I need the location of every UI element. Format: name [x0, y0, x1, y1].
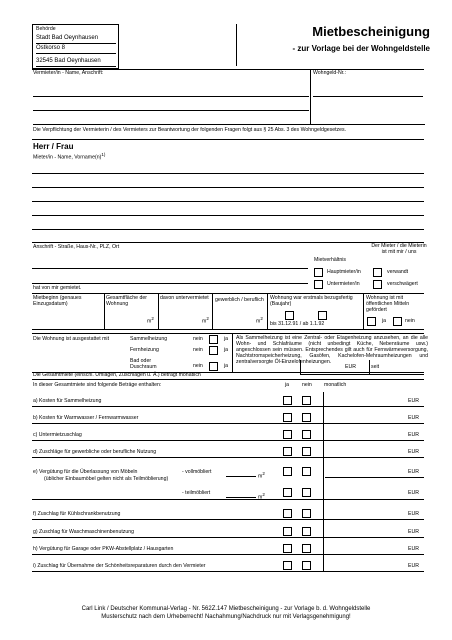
gesamtmiete-seit-field[interactable] — [369, 360, 424, 375]
fernheizung-ja: ja — [224, 347, 229, 353]
bad-label: Bad oder Duschraum — [130, 358, 157, 370]
item-a-nein-checkbox[interactable] — [302, 396, 311, 405]
obligation-note: Die Verpflichtung der Vermieterin / des Vermieters zur Beantwortung der folgenden Fragen folgt aus § 25 Abs. 3 des Wohngeldgesetzes. — [33, 127, 347, 133]
tenant-name-field[interactable] — [33, 160, 425, 238]
authority-line-2: Ostkorso 8 — [36, 45, 66, 51]
item-h-eur: EUR — [408, 546, 419, 552]
page-subtitle: - zur Vorlage bei der Wohngeldstelle — [292, 44, 430, 53]
item-d-ja-checkbox[interactable] — [283, 447, 292, 456]
item-h-ja-checkbox[interactable] — [283, 544, 292, 553]
address-label: Anschrift - Straße, Haus-Nr., PLZ, Ort — [33, 244, 120, 250]
bad-nein-checkbox[interactable] — [209, 362, 218, 371]
item-e-voll-ja-checkbox[interactable] — [283, 467, 292, 476]
gewerblich-unit: m2 — [256, 316, 263, 325]
wohngeld-nr-label: Wohngeld-Nr.: — [313, 70, 347, 76]
relation-header: Der Mieter / die Mieterin ist mit mir / uns — [371, 243, 427, 255]
foerderung-ja-checkbox[interactable] — [367, 317, 376, 326]
item-c-nein-checkbox[interactable] — [302, 430, 311, 439]
item-c-eur: EUR — [408, 432, 419, 438]
footer-line-2: Musterschutz nach dem Urheberrecht! Nachahmung/Nachdruck nur mit Verlagsgenehmigung! — [101, 614, 351, 620]
gemietet-label: hat von mir gemietet. — [33, 285, 82, 291]
fernheizung-label: Fernheizung — [130, 347, 159, 353]
item-f-eur: EUR — [408, 511, 419, 517]
gesamtflaeche-label: Gesamtfläche der Wohnung — [106, 295, 147, 307]
footer-line-1: Carl Link / Deutscher Kommunal-Verlag - Nr. 562Z.147 Mietbescheinigung - zur Vorlage b. d. Wohngeldstelle — [81, 606, 371, 612]
bis-91-checkbox[interactable] — [285, 311, 294, 320]
item-e-teil-ja-checkbox[interactable] — [283, 488, 292, 497]
untermieter-label: Untermieter/in — [327, 281, 360, 287]
verschwaegert-checkbox[interactable] — [373, 280, 382, 289]
fernheizung-nein-checkbox[interactable] — [209, 346, 218, 355]
gesamtmiete-currency: EUR — [345, 364, 356, 370]
landlord-field[interactable] — [33, 80, 309, 124]
ausstattung-label: Die Wohnung ist ausgestattet mit — [33, 336, 110, 342]
item-a-ja-checkbox[interactable] — [283, 396, 292, 405]
davon-label: davon untervermietet — [160, 295, 209, 301]
bad-ja: ja — [224, 363, 229, 369]
foerderung-nein-label: nein — [405, 318, 415, 324]
gewerblich-label: gewerblich / beruflich — [215, 297, 264, 303]
sammelheizung-note: Als Sammelheizung ist eine Zentral- oder Etagenheizung anzusehen, an die alle Wohn- und Schlafräume (nicht unbedingt Küche, Nebenräume usw.) angeschlossen sein müssen. Entsprechendes gilt auch für Fernwärmeversorgung, Nachtstromspeicherheizung, Gasöfen, Kachelofen-Mehraumheizungen und zentralversorgte Öl-Einzelofenheizungen. — [236, 335, 428, 365]
item-g-eur: EUR — [408, 529, 419, 535]
address-field[interactable] — [33, 254, 308, 284]
landlord-label: Vermieter/in - Name, Anschrift: — [33, 70, 104, 76]
item-d-eur: EUR — [408, 449, 419, 455]
item-e-teilmoebliert-unit: m2 — [258, 492, 265, 501]
item-b-label: b) Kosten für Warmwasser / Fernwarmwasser — [33, 415, 139, 421]
item-g-nein-checkbox[interactable] — [302, 527, 311, 536]
gesamtmiete-seit: seit — [371, 364, 380, 370]
untermieter-checkbox[interactable] — [314, 280, 323, 289]
item-h-nein-checkbox[interactable] — [302, 544, 311, 553]
gesamtmiete-amount-field[interactable] — [300, 360, 370, 375]
item-d-label: d) Zuschläge für gewerbliche oder berufliche Nutzung — [33, 449, 157, 455]
bad-nein: nein — [193, 363, 203, 369]
item-e-vollmoebliert: - vollmöbliert — [182, 469, 212, 475]
item-i-ja-checkbox[interactable] — [283, 561, 292, 570]
page-title: Mietbescheinigung — [312, 24, 430, 39]
authority-line-1: Stadt Bad Oeynhausen — [36, 35, 99, 41]
tenant-name-label: Mieter/in - Name, Vorname(n)1) — [33, 152, 106, 161]
sammelheizung-label: Sammelheizung — [130, 336, 168, 342]
item-e-sub: (üblicher Einbaumöbel gelten nicht als Teilmöblierung) — [44, 476, 169, 482]
sammelheizung-ja: ja — [224, 336, 229, 342]
bezugsfertig-label: Wohnung war erstmals bezugsfertig (Baujahr) — [270, 295, 353, 307]
verwandt-label: verwandt — [387, 269, 409, 275]
item-e-teilmoebliert: - teilmöbliert — [182, 490, 211, 496]
verschwaegert-label: verschwägert — [387, 281, 418, 287]
item-b-ja-checkbox[interactable] — [283, 413, 292, 422]
item-e-label: e) Vergütung für die Überlassung von Möbeln — [33, 469, 138, 475]
item-e-teil-nein-checkbox[interactable] — [302, 488, 311, 497]
item-f-nein-checkbox[interactable] — [302, 509, 311, 518]
mietbeginn-label: Mietbeginn (genaues Einzugsdatum) — [33, 295, 82, 307]
hauptmieter-checkbox[interactable] — [314, 268, 323, 277]
col-monatlich: monatlich — [324, 382, 347, 388]
hauptmieter-label: Hauptmieter/in — [327, 269, 361, 275]
sammelheizung-nein: nein — [193, 336, 203, 342]
foerderung-ja-label: ja — [382, 318, 387, 324]
mietverhaeltnis-label: Mietverhältnis — [314, 257, 347, 263]
item-e-voll-nein-checkbox[interactable] — [302, 467, 311, 476]
col-nein: nein — [302, 382, 312, 388]
item-i-nein-checkbox[interactable] — [302, 561, 311, 570]
item-g-label: g) Zuschlag für Waschmaschinenbenutzung — [33, 529, 135, 535]
item-b-eur: EUR — [408, 415, 419, 421]
betraege-intro: In dieser Gesamtmiete sind folgende Beträge enthalten: — [33, 382, 162, 388]
item-h-label: h) Vergütung für Garage oder PKW-Abstellplatz / Hausgarten — [33, 546, 174, 552]
wohngeld-nr-field[interactable] — [313, 80, 423, 97]
gesamtmiete-label: Die Gesamtmiete (einschl. Umlagen, Zuschlägen u. Ä.) beträgt monatlich — [33, 372, 201, 378]
item-b-nein-checkbox[interactable] — [302, 413, 311, 422]
foerderung-nein-checkbox[interactable] — [393, 317, 402, 326]
item-e-voll-eur: EUR — [408, 469, 419, 475]
fernheizung-nein: nein — [193, 347, 203, 353]
gesamtflaeche-unit: m2 — [147, 316, 154, 325]
item-d-nein-checkbox[interactable] — [302, 447, 311, 456]
bis-ab-label: bis 31.12.91 / ab 1.1.92 — [270, 321, 325, 327]
ab-92-checkbox[interactable] — [318, 311, 327, 320]
item-e-vollmoebliert-unit: m2 — [258, 471, 265, 480]
tenant-heading: Herr / Frau — [33, 142, 74, 151]
foerderung-label: Wohnung ist mit öffentlichen Mitteln gefördert — [366, 295, 410, 313]
authority-label: Behörde — [36, 26, 56, 32]
item-c-label: c) Untermietzuschlag — [33, 432, 82, 438]
item-f-label: f) Zuschlag für Kühlschrankbenutzung — [33, 511, 121, 517]
item-i-eur: EUR — [408, 563, 419, 569]
item-c-ja-checkbox[interactable] — [283, 430, 292, 439]
item-e-teil-eur: EUR — [408, 490, 419, 496]
item-g-ja-checkbox[interactable] — [283, 527, 292, 536]
davon-unit: m2 — [202, 316, 209, 325]
sammelheizung-nein-checkbox[interactable] — [209, 335, 218, 344]
verwandt-checkbox[interactable] — [373, 268, 382, 277]
authority-line-3: 32545 Bad Oeynhausen — [36, 58, 101, 64]
item-f-ja-checkbox[interactable] — [283, 509, 292, 518]
item-a-eur: EUR — [408, 398, 419, 404]
item-i-label: i) Zuschlag für Übernahme der Schönheitsreparaturen durch den Vermieter — [33, 563, 206, 569]
col-ja: ja — [285, 382, 290, 388]
item-a-label: a) Kosten für Sammelheizung — [33, 398, 102, 404]
